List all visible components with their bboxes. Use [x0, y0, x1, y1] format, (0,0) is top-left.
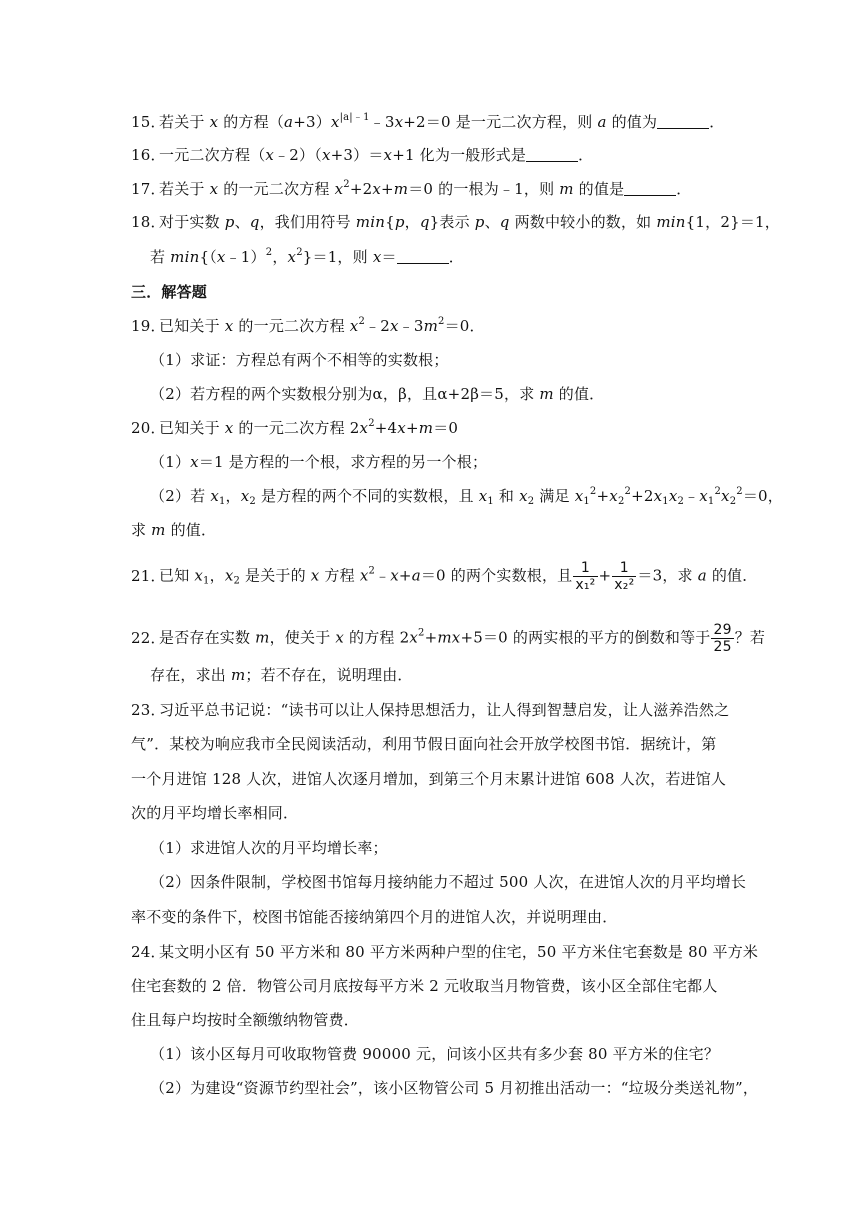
question-20-part-2: （2）若 $x_1$，$x_2$ 是方程的两个不同的实数根，且 $x_1$ 和 $x_2$ 满足 $x_1^2+x_2^2+2x_1x_2﹣x_1^2x_2^2=0$， — [150, 486, 783, 507]
question-18-line-1: 18．对于实数 p、q，我们用符号 min{p，q}表示 p、q 两数中较小的数，如 min{1，2}＝1， — [131, 213, 780, 231]
question-23-part-1: （1）求进馆人次的月平均增长率； — [150, 839, 388, 857]
question-24-line-1: 24．某文明小区有 50 平方米和 80 平方米两种户型的住宅，50 平方米住宅套数是 80 平方米 — [131, 943, 759, 961]
question-22-line-1: 22．是否存在实数 m，使关于 x 的方程 $2x^2+mx+5=0$ 的两实根的平方的倒数和等于 $\frac{29}{25}$ ？若 — [131, 622, 766, 655]
answer-blank — [624, 181, 676, 196]
fraction-29-25: $\frac{29}{25}$ — [713, 622, 732, 655]
question-18-line-2: 若 min{（x﹣1）$^2$，$x^2\}=1$，则 x＝ ． — [150, 247, 464, 266]
question-20-part-1: （1）x＝1 是方程的一个根，求方程的另一个根； — [150, 453, 488, 471]
question-19-part-1: （1）求证：方程总有两个不相等的实数根； — [150, 351, 449, 369]
question-16: 16．一元二次方程（x﹣2）（x+3）＝x+1 化为一般形式是 ． — [131, 146, 594, 164]
question-21: 21．已知 $x_1$，$x_2$ 是关于的 x 方程 $x^2﹣x+a=0$ 的两个实数根，且 $\frac{1}{\text{x₁²}}$ + $\frac{1}{\text{x₂²}}$ ＝3，求 a 的值． — [131, 560, 758, 593]
question-23-line-2: 气”．某校为响应我市全民阅读活动，利用节假日面向社会开放学校图书馆．据统计，第 — [131, 735, 717, 753]
question-20-stem: 20．已知关于 x 的一元二次方程 $2x^2+4x+m=0$ — [131, 418, 459, 437]
question-19-stem: 19．已知关于 x 的一元二次方程 $x^2﹣2x﹣3m^2=0$． — [131, 316, 485, 335]
answer-blank — [397, 249, 449, 264]
question-24-line-2: 住宅套数的 2 倍．物管公司月底按每平方米 2 元收取当月物管费，该小区全部住宅都人 — [131, 977, 718, 995]
question-20-part-2-cont: 求 m 的值． — [131, 521, 217, 539]
question-24-part-1: （1）该小区每月可收取物管费 90000 元，问该小区共有多少套 80 平方米的住宅？ — [150, 1045, 720, 1063]
fraction-1-over-x2-squared: $\frac{1}{\text{x₂²}}$ — [614, 560, 635, 593]
question-23-part-2-line-2: 率不变的条件下，校图书馆能否接纳第四个月的进馆人次，并说明理由． — [131, 908, 618, 926]
question-23-line-4: 次的月平均增长率相同． — [131, 804, 299, 822]
answer-blank — [526, 147, 578, 162]
fraction-1-over-x1-squared: $\frac{1}{\text{x₁²}}$ — [575, 560, 596, 593]
question-24-part-2: （2）为建设“资源节约型社会”，该小区物管公司 5 月初推出活动一：“垃圾分类送礼物”， — [150, 1079, 759, 1097]
section-heading: 三．解答题 — [131, 283, 208, 301]
question-22-line-2: 存在，求出 m；若不存在，说明理由． — [150, 666, 413, 684]
answer-blank — [657, 114, 709, 129]
question-19-part-2: （2）若方程的两个实数根分别为α，β，且α+2β＝5，求 m 的值． — [150, 385, 605, 403]
question-24-line-3: 住且每户均按时全额缴纳物管费． — [131, 1011, 360, 1029]
question-23-part-2-line-1: （2）因条件限制，学校图书馆每月接纳能力不超过 500 人次，在进馆人次的月平均增长 — [150, 873, 747, 891]
question-23-line-1: 23．习近平总书记说：“读书可以让人保持思想活力，让人得到智慧启发，让人滋养浩然之 — [131, 701, 730, 719]
question-17: 17．若关于 x 的一元二次方程 $x^2+2x+m=0$ 的一根为﹣1，则 m 的值是 ． — [131, 179, 692, 198]
question-15: 15．若关于 x 的方程$(a+3)x^{|a|﹣1}﹣3x+2=0$ 是一元二次方程，则 a 的值为 ． — [131, 112, 725, 131]
question-23-line-3: 一个月进馆 128 人次，进馆人次逐月增加，到第三个月末累计进馆 608 人次，若进馆人 — [131, 770, 727, 788]
